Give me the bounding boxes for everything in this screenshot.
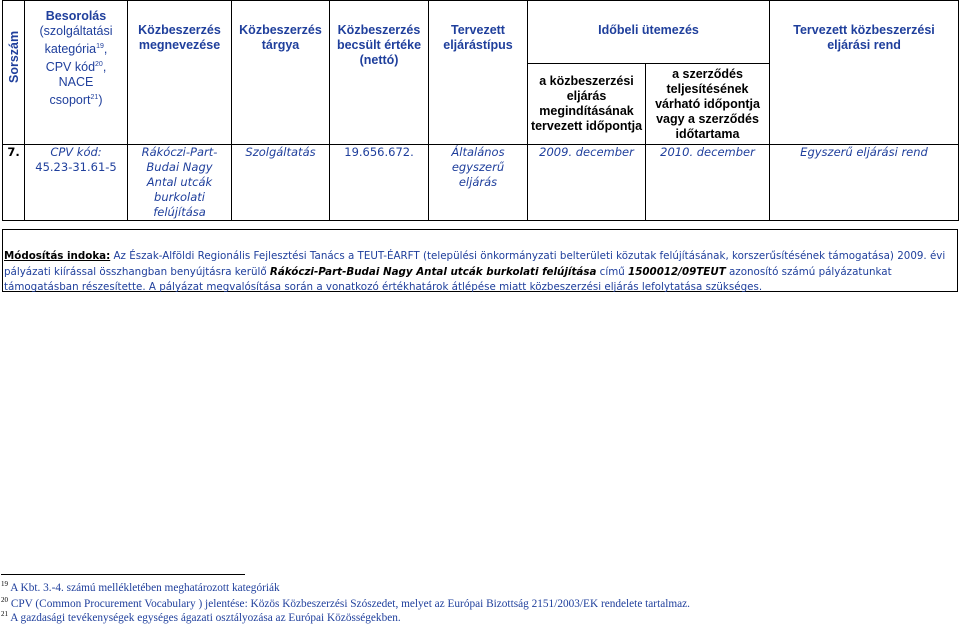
header-megnevezes: Közbeszerzés megnevezése [128,1,232,145]
header-utemezes: Időbeli ütemezés [528,1,770,64]
modification-text: Az Észak-Alföldi Regionális Fejlesztési Tanács a TEUT-ÉARFT (települési önkormányzati belterületi közutak felújításának, korszerűsítésének támogatása) 2009. évi pályázati kiírással összhangban benyújtásra kerülő [4,250,946,278]
modification-label: Módosítás indoka: [4,250,111,262]
footnote-19: $^{19}$ A Kbt. 3.-4. számú mellékletében meghatározott kategóriák [1,580,280,594]
modification-project: Rákóczi-Part-Budai Nagy Antal utcák burkolati felújítása [269,265,597,278]
header-sorszam: Sorszám [3,1,25,145]
footnote-21: $^{21}$ A gazdasági tevékenységek egységes ágazati osztályozása az Európai Közösségekben. [1,610,401,624]
row-number: 7. [3,145,25,221]
modification-text-3: azonosító számú pályázatunkat támogatásban részesítette. A pályázat megvalósítása során a vonatkozó értékhatárok átlépése miatt közbeszerzési eljárás lefolytatása szükséges. [4,265,892,293]
header-targya: Közbeszerzés tárgya [232,1,330,145]
modification-code: 1500012/09TEUT [628,265,726,278]
row-cpv: CPV kód: 45.23-31.61-5 [25,145,128,221]
header-inditas: a közbeszerzési eljárás megindításának tervezett időpontja [528,64,646,145]
row-tipus: Általános egyszerű eljárás [429,145,528,221]
row-ertek: 19.656.672. [330,145,429,221]
header-becsult-ertek: Közbeszerzés becsült értéke (nettó) [330,1,429,145]
row-targy: Szolgáltatás [232,145,330,221]
footnote-separator [1,574,245,575]
row-teljesites: 2010. december [646,145,770,221]
header-teljesites: a szerződés teljesítésének várható időpontja vagy a szerződés időtartama [646,64,770,145]
modification-text-2: című [596,265,629,278]
row-inditas: 2009. december [528,145,646,221]
modification-box [2,229,958,292]
header-eljarastipus: Tervezett eljárástípus [429,1,528,145]
procurement-table [2,0,959,221]
row-rend: Egyszerű eljárási rend [770,145,959,221]
row-megnevezes: Rákóczi-Part-Budai Nagy Antal utcák burkolati felújítása [128,145,232,221]
header-eljarasi-rend: Tervezett közbeszerzési eljárási rend [770,1,959,145]
header-besorolas: Besorolás (szolgáltatási kategória$^{19}$, CPV kód$^{20}$, NACE csoport$^{21}$) [25,1,128,145]
table-row [3,145,959,221]
footnote-20: $^{20}$ CPV (Common Procurement Vocabulary ) jelentése: Közös Közbeszerzési Szószedet, melyet az Európai Bizottság 2151/2003/EK rendelete tartalmaz. [1,596,691,610]
